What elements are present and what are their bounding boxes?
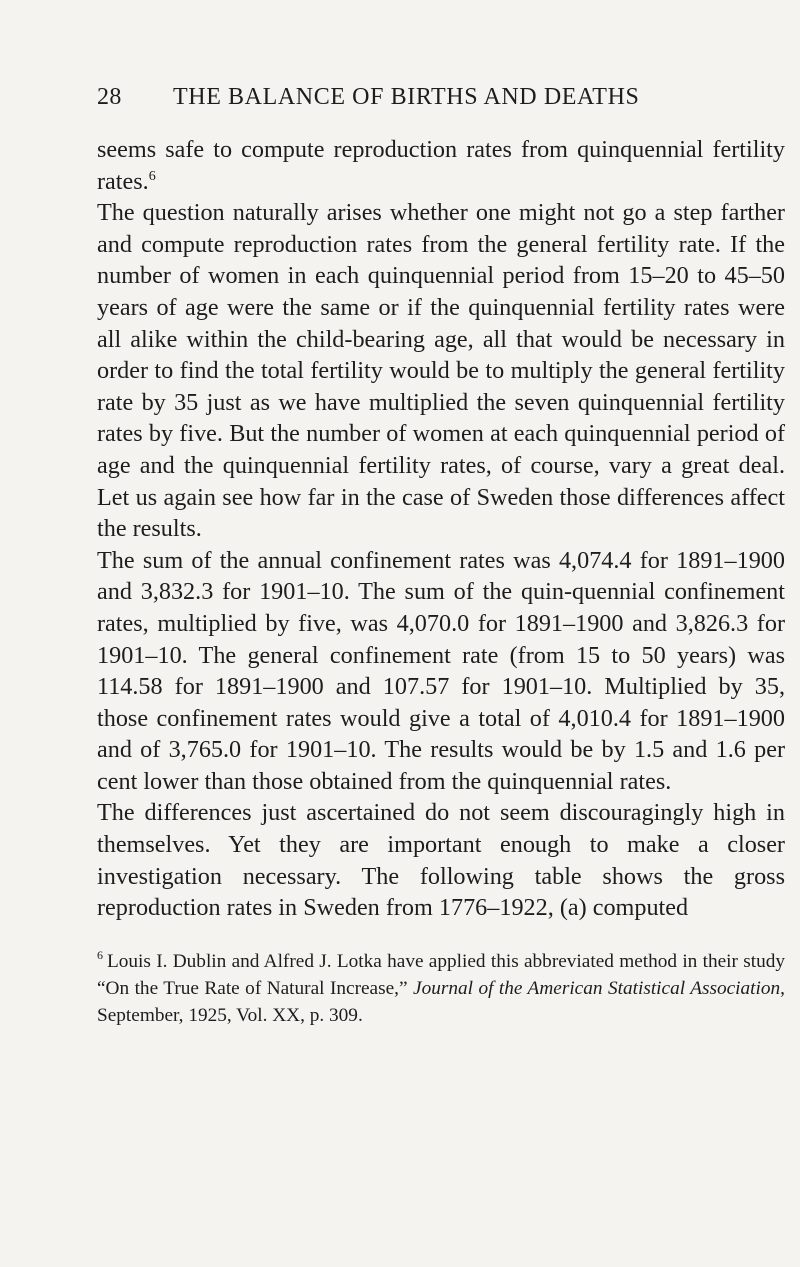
running-title: THE BALANCE OF BIRTHS AND DEATHS bbox=[173, 84, 640, 110]
footnotes bbox=[97, 948, 785, 1029]
paragraph-1 bbox=[97, 134, 785, 197]
footnote-text-before: Louis I. Dublin and Alfred J. Lotka have applied this abbreviated method in their study “On the True Rate of Natural Increase,” bbox=[97, 950, 785, 999]
footnote-text-after: , September, 1925, Vol. XX, p. 309. bbox=[97, 977, 785, 1026]
document-page bbox=[97, 84, 785, 1029]
running-head bbox=[97, 84, 785, 128]
page-number: 28 bbox=[97, 84, 122, 110]
footnote-6 bbox=[97, 948, 785, 1029]
footnote-journal-title: Journal of the American Statistical Association bbox=[413, 977, 781, 999]
paragraph-2 bbox=[97, 197, 785, 545]
paragraph-3 bbox=[97, 545, 785, 798]
paragraph-1-text: seems safe to compute reproduction rates from quinquennial fertility rates. bbox=[97, 136, 785, 195]
paragraph-3-text: The sum of the annual confinement rates was 4,074.4 for 1891–1900 and 3,832.3 for 1901–10. The sum of the quin-quennial confinement rates, multiplied by five, was 4,070.0 for 1891–1900 and 3,826.3 for 1901–10. The general confinement rate (from 15 to 50 years) was 114.58 for 1891–1900 and 107.57 for 1901–10. Multiplied by 35, those confinement rates would give a total of 4,010.4 for 1891–1900 and of 3,765.0 for 1901–10. The results would be by 1.5 and 1.6 per cent lower than those obtained from the quinquennial rates. bbox=[97, 546, 785, 795]
paragraph-2-text: The question naturally arises whether one might not go a step farther and compute reproduction rates from the general fertility rate. If the number of women in each quinquennial period from 15–20 to 45–50 years of age were the same or if the quinquennial fertility rates were all alike within the child-bearing age, all that would be necessary in order to find the total fertility would be to multiply the general fertility rate by 35 just as we have multiplied the seven quinquennial fertility rates by five. But the number of women at each quinquennial period of age and the quinquennial fertility rates, of course, vary a great deal. Let us again see how far in the case of Sweden those differences affect the results. bbox=[97, 199, 785, 543]
body-text bbox=[97, 134, 785, 924]
paragraph-4-text: The differences just ascertained do not seem discouragingly high in themselves. Yet they are important enough to make a closer investigation necessary. The following table shows the gross reproduction rates in Sweden from 1776–1922, (a) computed bbox=[97, 799, 785, 922]
paragraph-4 bbox=[97, 797, 785, 923]
footnote-marker: 6 bbox=[97, 948, 103, 963]
footnote-reference: 6 bbox=[148, 168, 156, 184]
